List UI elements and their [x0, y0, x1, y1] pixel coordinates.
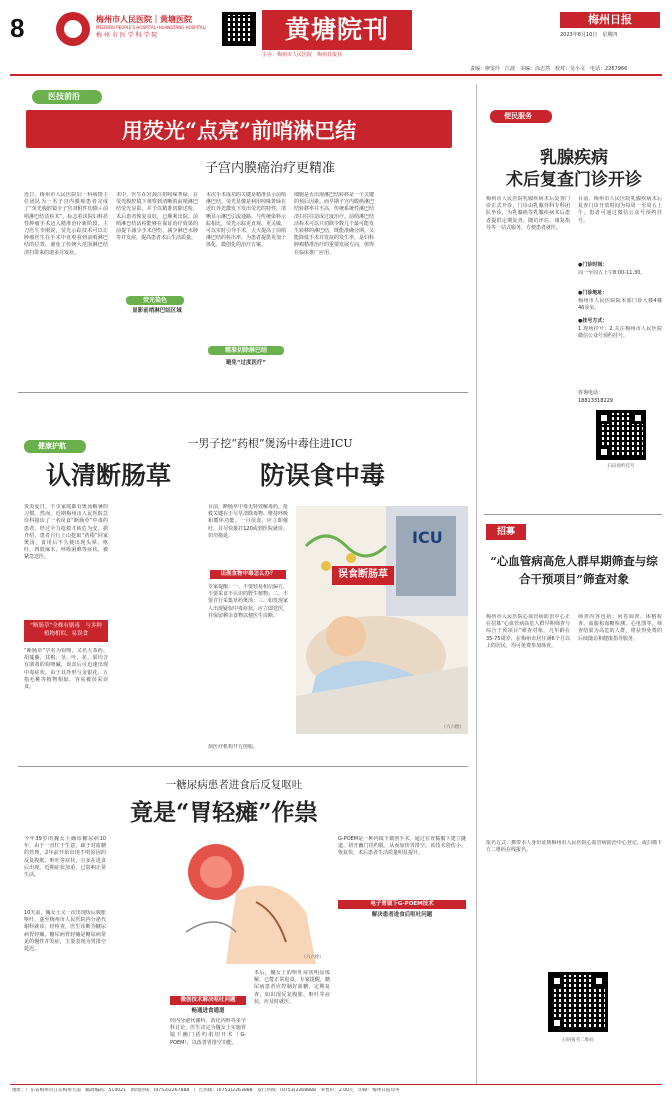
- article2-image-badge: ICU: [412, 528, 443, 547]
- article3-col3-head-text: 微创技术解决呕吐问题: [180, 997, 236, 1003]
- article2-col4: 专家提醒：一、不要轻易相信偏方，不要采食不认识的野生植物；二、不要自行采集草药煲汤；三、如发现家人出现疑似中毒症状，应立即送医，并保留剩余食物以便医生诊断。: [208, 584, 288, 619]
- article3-col4-head: [338, 900, 466, 909]
- sidebar1-col2: 目前，梅州市人民医院乳腺疾病术后复查门诊开放时间为每周一至周五上午，患者可通过微信公众号预约挂号。: [578, 196, 662, 224]
- article3-col3-top: [170, 970, 246, 990]
- article3-col4: 术后，魏女士的呕吐症状明显缓解，已能正常进食。专家提醒，糖尿病患者应控制好血糖，定期复查，如出现反复腹胀、呕吐等症状，应及时就医。: [254, 970, 330, 1005]
- sidebar2-col2: 筛查内容包括：问卷调查、体格检查、血脂和血糖检测、心电图等。筛查结果为高危的人群，将获得免费的后续随访和健康指导服务。: [578, 614, 662, 642]
- sidebar1-col1: 梅州市人民医院乳腺疾病术后复查门诊正式开诊。门诊由乳腺外科专科团队坐诊，为乳腺癌等乳腺疾病术后患者提供定期复查、随访评估、康复指导等一站式服务，方便患者就医。: [486, 196, 570, 231]
- article3-col3-subhead: 畅通进食通道: [191, 1008, 225, 1014]
- publication-title: 黄塘院刊: [284, 15, 389, 44]
- article3-col1: 今年39岁的魏女士确诊糖尿病10年，由于一直忙于生意，疏于对血糖的管理，2年前开始出现不明原因的反复腹胀、呕吐等症状，且多在进食后出现。近期症状加重，已影响正常生活。: [24, 836, 106, 879]
- sidebar2-col1: 梅州市人民医院心血管病防治中心正在招募“心血管病高危人群早期筛查与综合干预项目”筛查对象。凡年龄在35-75周岁、在梅州市居住满6个月以上的居民，均可免费参加筛查。: [486, 614, 570, 649]
- article2-col2b: [116, 504, 200, 744]
- article2-illustration: [296, 506, 468, 734]
- article2-col1: 炎炎夏日，不少家庭都有煲汤解暑的习惯。然而，近期梅州市人民医院急诊科接诊了一名误食“断肠草”中毒的患者，经过全力抢救才转危为安。据介绍，患者自行上山挖取“药根”回家煲汤，食用后不久便出现头晕、呕吐、四肢麻木、呼吸困难等症状，被紧急送医。: [24, 504, 108, 561]
- sidebar2-qr-code[interactable]: [548, 972, 608, 1032]
- article2-col3: 目前，断肠草中毒无特效解毒药，抢救关键在于尽早清除毒物、维持呼吸和循环功能。一旦误食，应立即催吐，并尽快拨打120或到医院就诊，切勿拖延。: [208, 504, 288, 539]
- article1-title: 用荧光“点亮”前哨淋巴结: [121, 118, 357, 143]
- article1-col4: 细胞是否出现淋巴结转移是一个关键的预后因素。而早期子宫内膜癌淋巴结转移率并不高，传统系统性淋巴结清扫往往造成过度治疗。前哨淋巴结活检术可以只切除少数几个最可能发生转移的淋巴结，既能准确分期，又能降低手术并发症的发生率，是妇科肿瘤精准治疗的重要发展方向，值得在临床推广应用。: [294, 192, 374, 256]
- sidebar1-phone: 18813318229: [578, 398, 613, 404]
- article2-kicker: 一男子挖“药根”煲汤中毒住进ICU: [187, 437, 353, 450]
- sidebar1-title-1: 乳腺疾病: [540, 148, 608, 168]
- sidebar1-tag-text: 便民服务: [504, 112, 532, 120]
- header-rule: [10, 74, 662, 76]
- article1-col2-subhead: 显影前哨淋巴结区域: [132, 308, 182, 314]
- article2-image-credit: （六六绘）: [441, 725, 464, 731]
- sidebar1-tag: [490, 110, 552, 123]
- sidebar2-title: “心血管病高危人群早期筛查与综合干预项目”筛查对象: [490, 554, 658, 586]
- article2-col3-head: [210, 570, 286, 579]
- article2-callout: [24, 620, 108, 642]
- sidebar1-register: 1.现场挂号；2.关注梅州市人民医院微信公众号预约挂号。: [578, 326, 662, 340]
- hospital-sub: 梅 州 市 医 学 科 学 院: [96, 32, 158, 39]
- article2-image-label: 误食断肠草: [332, 566, 394, 585]
- article3-col5: [338, 922, 466, 1082]
- article3-col4-subhead: 解决患者进食后呕吐问题: [371, 912, 433, 918]
- article3-kicker: 一糖尿病患者进食后反复呕吐: [165, 779, 303, 791]
- hospital-name: 梅州市人民医院｜黄塘医院: [96, 15, 192, 24]
- article1-col1: 近日，梅州市人民医院妇一科病情主任团队为一名子宫内膜癌患者完成了“荧光腹腔镜全子宫双附件切除＋前哨淋巴结活检术”，标志着该院妇科恶性肿瘤手术迈入精准治疗新阶段。主刀医生李刚说，荧光示踪技术可以让肿瘤医生在手术中直观看到前哨淋巴结的位置，避免了传统大范围淋巴结清扫带来的诸多并发症。: [24, 192, 108, 256]
- article1-tag-text: 医技前沿: [48, 92, 80, 101]
- sidebar1-col1b: [486, 420, 570, 516]
- article3-illustration: [166, 832, 326, 964]
- hospital-logo-inner: [64, 20, 82, 38]
- article3-title: 竟是“胃轻瘫”作祟: [130, 799, 318, 826]
- article1-col2-head: [126, 296, 184, 305]
- article1-col3: 本次手术成功的关键是精准显示前哨淋巴结。荧光显像是利用吲哚菁绿在近红外光激发下发出荧光的特性，清晰显示淋巴引流通路。与传统染料示踪相比，荧光示踪更直观、更灵敏，可以实时引导手术，大大提高了前哨淋巴结的检出率，为患者提供更加个体化、微创化的治疗方案。: [206, 192, 286, 249]
- article1-col2: 术中，医生在宫颈注射吲哚菁绿，在荧光腹腔镜下观察到清晰的前哨淋巴结荧光显影，并予以精准切除送检。术后患者恢复良好，已顺利出院。前哨淋巴结活检能够在保证治疗效果的前提下减少手术创伤，减少淋巴水肿等并发症，提高患者术后生活质量。: [116, 192, 198, 242]
- newspaper-logo: 梅州日报: [560, 12, 660, 28]
- article1-col3-subhead: 避免“过度医疗”: [225, 360, 267, 366]
- footer-rule: [10, 1084, 662, 1085]
- sidebar1-qr-caption: 扫码预约挂号: [607, 464, 635, 469]
- publication-sponsors: 主办：梅州市人民医院 梅州日报社: [262, 52, 343, 58]
- sidebar1-address: 梅州市人民医院院本部门诊大楼4楼46诊室。: [578, 298, 662, 312]
- sidebar1-phone-label: 咨询电话：: [578, 390, 604, 396]
- sidebar2-tag: 招募: [486, 524, 526, 540]
- article1-col5: [382, 192, 462, 384]
- hospital-name-en: MEIZHOU PEOPLE'S HOSPITAL (HUANGTANG HOSPITAL): [96, 25, 207, 30]
- page-number: 8: [10, 13, 25, 43]
- article2-title-left: 认清断肠草: [46, 461, 172, 490]
- article1-bottom-rule: [18, 392, 468, 393]
- sidebar1-address-label: ●门诊地址：: [578, 290, 608, 296]
- article2-title-right: 防误食中毒: [260, 461, 386, 490]
- editor-line: 责编：廖雯玲 江波 美编：涂志然 校对：吴小文 电话：2267966: [470, 66, 628, 72]
- article2-col3-head-text: 出现食物中毒怎么办？: [220, 571, 276, 577]
- article1-col3-head-text: 精准切除淋巴结: [224, 347, 267, 354]
- article1-col2-cont: [116, 318, 198, 384]
- sidebar2-col3: 报名方式：携带本人身份证到梅州市人民医院心血管病防治中心登记，或扫描下方二维码在线报名。: [486, 840, 662, 854]
- issue-date: 2023年8月10日 星期四: [560, 32, 618, 38]
- sidebar1-time-label: ●门诊时间：: [578, 262, 608, 268]
- article1-subtitle: 子宫内膜癌治疗更精准: [204, 161, 335, 176]
- article1-col2-head-text: 荧光染色: [142, 297, 167, 304]
- article3-col4-head-text: 电子胃镜下G-POEM技术: [370, 901, 434, 907]
- sidebar-divider: [476, 84, 477, 1084]
- article3-col3-head: [170, 996, 246, 1005]
- sidebar2-qr-caption: 扫码报名二维码: [562, 1038, 594, 1043]
- article3-col2: 10天前，魏女士又一次出现饭后腹胀呕吐，遂至梅州市人民医院内分泌代谢科就诊。经检查，医生诊断为糖尿病胃轻瘫。糖尿病胃轻瘫是糖尿病常见的慢性并发症，主要表现为胃排空延迟。: [24, 910, 106, 953]
- article3-image-credit: （六六绘）: [301, 955, 324, 961]
- sidebar1-title-2: 术后复查门诊开诊: [506, 170, 642, 190]
- article2-tag-text: 健康护航: [38, 442, 66, 450]
- sidebar1-qr-code[interactable]: [596, 410, 646, 460]
- article3-col2b: [114, 836, 162, 1082]
- sidebar1-time: 周一至周五上午8:00-11:30。: [578, 270, 646, 276]
- article1-col3-head: [208, 346, 284, 355]
- article2-col2: “断肠草”学名为钩吻，又名大茶药、胡蔓藤，其根、茎、叶、花、果均含有剧毒的钩吻碱，误食后可迅速出现中毒症状。由于其外形与金银花、五指毛桃等植物相似，容易被误采误食。: [24, 648, 108, 691]
- article2-callout-text: “断肠草”全株有剧毒 与多种植物相似，易误食: [30, 623, 102, 637]
- footer-text: 地址：广东省梅州市江东梅州大道 邮政编码：514021 新闻热线：(0753)2267888 广告热线：(0753)2263888 发行热线：(0753)2268888 零售价：2.00元 印刷：梅州日报印务: [12, 1088, 400, 1093]
- article3-col3: 经内分泌代谢科、消化内科等多学科讨论，医生决定为魏女士实施胃镜下幽门括约肌切开术（G-POEM），以改善胃排空功能。: [170, 1018, 246, 1046]
- article3-col5-top: G-POEM是一种内镜下微创手术，通过在胃黏膜下建立隧道，切开幽门括约肌，从而加快胃排空。该技术创伤小、恢复快，术后患者生活质量明显提升。: [338, 836, 466, 857]
- article1-tag: [32, 90, 102, 104]
- sidebar1-register-label: ●挂号方式：: [578, 318, 608, 324]
- article2-tag: [24, 440, 86, 453]
- article2-col4-end: 烦医疗机构开方煎服。: [208, 744, 259, 750]
- article2-bottom-rule: [18, 766, 468, 767]
- header-qr-code: [222, 12, 256, 46]
- sidebar1-bottom-rule: [484, 514, 662, 515]
- article3-illustration-svg: [166, 832, 326, 964]
